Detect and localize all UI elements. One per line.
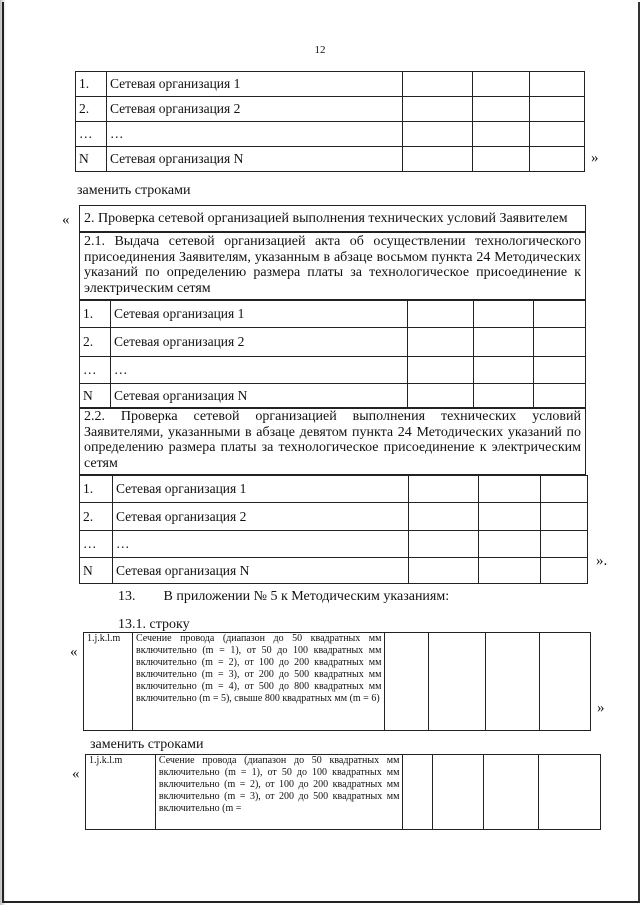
row-number: 2.	[76, 97, 107, 122]
organization-name: …	[106, 122, 403, 147]
row-number: 2.	[80, 503, 113, 531]
table-row	[76, 147, 585, 172]
row-description: Сечение провода (диапазон до 50 квадратных мм включительно (m = 1), от 50 до 100 квадратных мм включительно (m = 2), от 100 до 200 квадратных мм включительно (m = 3), от 200 до 500 квадратных мм включительно (m = 4), от 500 до 800 квадратных мм включительно (m = 5), свыше 800 квадратных мм (m = 6)	[132, 633, 385, 731]
item-13: 13. В приложении № 5 к Методическим указаниям:	[118, 589, 450, 604]
table-row	[84, 633, 591, 731]
table-row	[80, 558, 588, 584]
item-13-1: 13.1. строку	[118, 617, 190, 632]
table-row	[76, 72, 585, 97]
row-number: N	[76, 147, 107, 172]
closing-quote: »	[597, 700, 605, 716]
opening-quote: «	[70, 644, 78, 660]
wire-section-row-new	[85, 754, 601, 830]
replace-instruction: заменить строками	[90, 737, 204, 752]
opening-quote: «	[62, 212, 70, 228]
section-2-1-title: 2.1. Выдача сетевой организацией акта об осуществлении технологического присоединения Заявителям, указанным в абзаце восьмом пункта 24 Методических указаний по определению размера платы за технологическое присоединение к электрическим сетям	[79, 232, 586, 300]
row-code: 1.j.k.l.m	[86, 755, 156, 830]
row-number: 2.	[80, 328, 111, 357]
organization-name: Сетевая организация 1	[110, 301, 408, 328]
organization-name: Сетевая организация 1	[106, 72, 403, 97]
table-row	[76, 97, 585, 122]
section-2-2-title: 2.2. Проверка сетевой организацией выполнения технических условий Заявителями, указанными в абзаце девятом пункта 24 Методических указаний по определению размера платы за технологическое присоединение к электрическим сетям	[79, 407, 586, 475]
row-number: N	[80, 558, 113, 584]
row-number: 1.	[80, 301, 111, 328]
organization-name: Сетевая организация N	[112, 558, 409, 584]
old-rows-table	[75, 71, 585, 172]
wire-section-row-old	[83, 632, 591, 731]
row-code: 1.j.k.l.m	[84, 633, 133, 731]
organization-name: Сетевая организация 1	[112, 476, 409, 503]
row-number: …	[80, 357, 111, 384]
table-row	[76, 122, 585, 147]
organization-name: Сетевая организация 2	[106, 97, 403, 122]
section-2-1-table	[79, 300, 586, 409]
table-row	[86, 755, 601, 830]
row-description: Сечение провода (диапазон до 50 квадратных мм включительно (m = 1), от 50 до 100 квадратных мм включительно (m = 2), от 100 до 200 квадратных мм включительно (m = 3), от 200 до 500 квадратных мм включительно (m =	[155, 755, 403, 830]
closing-quote: »	[591, 150, 599, 166]
table-row	[80, 476, 588, 503]
table-row	[80, 503, 588, 531]
page-number: 12	[314, 44, 326, 56]
organization-name: Сетевая организация N	[106, 147, 403, 172]
replace-instruction: заменить строками	[77, 183, 191, 198]
row-number: …	[80, 531, 113, 558]
organization-name: …	[112, 531, 409, 558]
section-2-header: 2. Проверка сетевой организацией выполнения технических условий Заявителем	[79, 205, 586, 232]
organization-name: Сетевая организация N	[110, 384, 408, 409]
row-number: …	[76, 122, 107, 147]
row-number: 1.	[80, 476, 113, 503]
organization-name: Сетевая организация 2	[112, 503, 409, 531]
table-row	[80, 328, 586, 357]
opening-quote: «	[72, 766, 80, 782]
closing-quote-period: ».	[596, 553, 608, 569]
organization-name: Сетевая организация 2	[110, 328, 408, 357]
row-number: N	[80, 384, 111, 409]
table-row	[80, 384, 586, 409]
table-row	[80, 531, 588, 558]
section-2-2-table	[79, 475, 588, 584]
organization-name: …	[110, 357, 408, 384]
table-row	[80, 301, 586, 328]
row-number: 1.	[76, 72, 107, 97]
table-row	[80, 357, 586, 384]
